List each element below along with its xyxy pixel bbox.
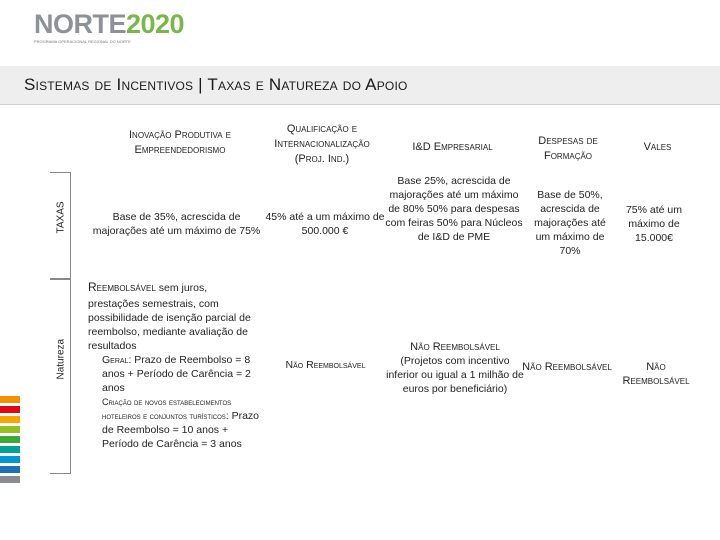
logo-subtitle: PROGRAMA OPERACIONAL REGIONAL DO NORTE bbox=[34, 39, 131, 44]
color-stripe bbox=[0, 446, 20, 453]
natureza-vales: Não Reembolsável bbox=[622, 361, 690, 387]
natureza-inovacao-criacao-text: : Prazo de Reembolso = 10 anos + Período de Carência = 3 anos bbox=[102, 410, 260, 450]
header-qualificacao-line2: Internacionalização bbox=[274, 138, 370, 150]
taxas-id: Base 25%, acrescida de majorações até um máximo de 80% 50% para despesas com feiras 50% para Núcleos de I&D de PME bbox=[385, 175, 523, 243]
natureza-inovacao-heading bbox=[88, 280, 263, 295]
row-label-taxas: TAXAS bbox=[55, 201, 67, 234]
header-qualificacao bbox=[262, 122, 382, 167]
color-stripes bbox=[0, 396, 20, 486]
color-stripe bbox=[0, 466, 20, 473]
natureza-inovacao bbox=[88, 280, 263, 451]
row-label-natureza: Natureza bbox=[55, 338, 67, 380]
header-vales: Vales bbox=[643, 141, 672, 153]
logo-wordmark bbox=[34, 10, 224, 38]
norte2020-logo bbox=[34, 10, 224, 50]
color-stripe bbox=[0, 476, 20, 483]
natureza-inovacao-geral-text: : Prazo de Reembolso = 8 anos + Período de Carência = 2 anos bbox=[102, 354, 251, 394]
color-stripe bbox=[0, 426, 20, 433]
color-stripe bbox=[0, 406, 20, 413]
natureza-inovacao-criacao bbox=[88, 395, 263, 451]
color-stripe bbox=[0, 456, 20, 463]
page-title: Sistemas de Incentivos | Taxas e Natureza do Apoio bbox=[24, 75, 408, 94]
logo-part-2020: 2020 bbox=[126, 9, 185, 39]
taxas-qualificacao: 45% até a um máximo de 500.000 € bbox=[265, 211, 385, 237]
natureza-inovacao-geral bbox=[88, 353, 263, 395]
natureza-inovacao-heading-label: Reembolsável bbox=[88, 280, 156, 294]
title-bar bbox=[0, 66, 720, 105]
color-stripe bbox=[0, 436, 20, 443]
natureza-inovacao-geral-label: Geral bbox=[102, 354, 129, 366]
color-stripe bbox=[0, 416, 20, 423]
header-qualificacao-line1: Qualificação e bbox=[286, 123, 358, 135]
natureza-id-heading: Não Reembolsável bbox=[410, 341, 500, 353]
header-qualificacao-line3: (Proj. Ind.) bbox=[294, 153, 350, 165]
natureza-qualificacao: Não Reembolsável bbox=[285, 359, 366, 371]
header-id: I&D Empresarial bbox=[412, 141, 493, 153]
taxas-vales: 75% até um máximo de 15.000€ bbox=[625, 204, 683, 244]
natureza-id bbox=[385, 340, 525, 396]
natureza-inovacao-line1: prestações semestrais, com possibilidade de isenção parcial de reembolso, mediante avaliação de resultados bbox=[88, 298, 251, 352]
natureza-inovacao-criacao-label: Criação de novos estabelecimentos hoteleiros e conjuntos turísticos bbox=[102, 397, 232, 421]
natureza-despesas: Não Reembolsável bbox=[522, 361, 612, 373]
taxas-inovacao: Base de 35%, acrescida de majorações até um máximo de 75% bbox=[92, 211, 261, 237]
natureza-inovacao-heading-rest: sem juros, bbox=[155, 282, 208, 294]
color-stripe bbox=[0, 396, 20, 403]
logo-part-norte: NORTE bbox=[34, 9, 126, 39]
header-inovacao: Inovação Produtiva e Empreendedorismo bbox=[129, 129, 231, 156]
taxas-despesas: Base de 50%, acrescida de majorações até um máximo de 70% bbox=[534, 189, 606, 257]
header-despesas: Despesas de Formação bbox=[538, 135, 598, 162]
natureza-id-text: (Projetos com incentivo inferior ou igual a 1 milhão de euros por beneficiário) bbox=[386, 355, 524, 395]
